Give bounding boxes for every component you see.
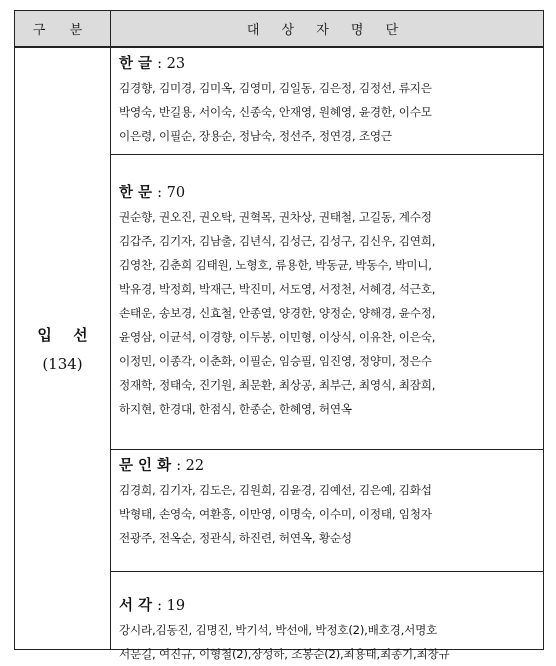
section-name: 한 문 (119, 184, 153, 201)
section-munínhwa (111, 450, 543, 572)
category-label: 입 선 (37, 326, 96, 344)
section-name: 문 인 화 (119, 457, 172, 474)
section-count: : 23 (157, 56, 186, 72)
section-count: : 22 (176, 458, 205, 474)
name-line: 김갑주, 김기자, 김남출, 김년식, 김성근, 김성구, 김신우, 김연희, (119, 234, 436, 248)
selection-table (14, 10, 544, 661)
section-title (119, 454, 543, 478)
section-seogak (111, 572, 543, 661)
name-line: 박유경, 박정희, 박재근, 박진미, 서도영, 서정천, 서혜경, 석근호, (119, 282, 436, 296)
name-line: 이정민, 이종각, 이춘화, 이필순, 임승필, 임진영, 정양미, 정은수 (119, 354, 432, 368)
name-line: 김영찬, 김춘희 김태원, 노형호, 류용한, 박동균, 박동수, 박미니, (119, 258, 432, 272)
section-title (119, 181, 543, 205)
section-name: 한 글 (119, 55, 153, 72)
name-line: 김경향, 김미경, 김미옥, 김영미, 김일동, 김은정, 김정선, 류지은 (119, 81, 432, 95)
name-line: 서문길, 여진규, 이형철(2),장성하, 조봉순(2),최용태,최종기,최창규 (119, 647, 450, 661)
category-cell (15, 48, 111, 649)
header-list: 대 상 자 명 단 (246, 23, 408, 38)
name-line: 박영숙, 반길용, 서이숙, 신종숙, 안재영, 원혜영, 윤경한, 이수모 (119, 105, 432, 119)
section-count: : 70 (157, 185, 186, 201)
name-line: 전광주, 전옥순, 정관식, 하진련, 허연옥, 황순성 (119, 531, 352, 545)
name-line: 손태운, 송보경, 신효철, 안종열, 양경한, 양정순, 양해경, 윤수정, (119, 306, 436, 320)
name-line: 강시라,김동진, 김명진, 박기석, 박선애, 박정호(2),배호경,서명호 (119, 623, 438, 637)
table-header-row (15, 11, 543, 48)
name-line: 권순향, 권오진, 권오탁, 권혁목, 권차상, 권태철, 고길동, 계수정 (119, 210, 432, 224)
category-count: (134) (42, 355, 83, 373)
section-name: 서 각 (119, 597, 153, 614)
names-column (111, 48, 543, 661)
section-hangeul (111, 48, 543, 155)
section-title (119, 52, 543, 76)
name-line: 정재학, 정태숙, 진기원, 최문환, 최상공, 최부근, 최영식, 최잠희, (119, 378, 436, 392)
name-line: 박형태, 손영숙, 여환흥, 이만영, 이명숙, 이수미, 이정태, 임청자 (119, 507, 432, 521)
name-line: 김경희, 김기자, 김도은, 김원희, 김윤경, 김예선, 김은예, 김화섭 (119, 483, 432, 497)
name-line: 하지현, 한경대, 한점식, 한종순, 한혜영, 허연옥 (119, 402, 352, 416)
name-line: 이은령, 이필순, 장용순, 정남숙, 정선주, 정연경, 조영근 (119, 129, 392, 143)
section-title (119, 594, 543, 618)
name-line: 윤영삼, 이균석, 이경향, 이두봉, 이민형, 이상식, 이유찬, 이은숙, (119, 330, 436, 344)
section-hanmun (111, 155, 543, 450)
section-count: : 19 (157, 598, 186, 614)
header-category: 구 분 (15, 11, 111, 46)
